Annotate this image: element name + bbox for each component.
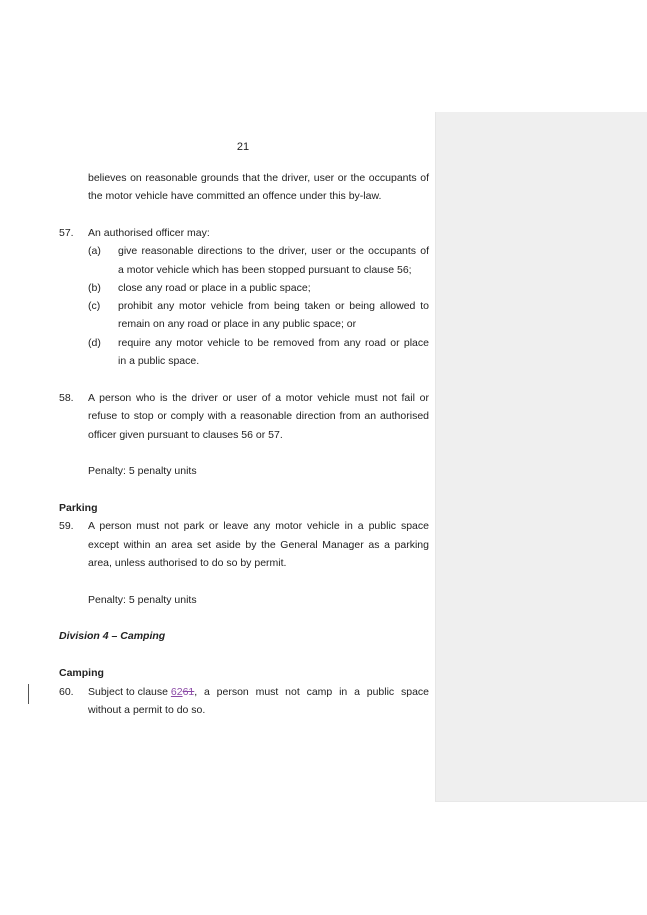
clause-57-d-line-2: in a public space. bbox=[118, 355, 200, 367]
clause-58-line-2: refuse to stop or comply with a reasonable direction from an authorised bbox=[88, 410, 429, 422]
clause-57-b-line-1: close any road or place in a public space; bbox=[118, 282, 311, 294]
parking-heading: Parking bbox=[59, 502, 98, 514]
clause-59-line-2: except within an area set aside by the General Manager as a parking bbox=[88, 539, 429, 551]
clause-57-number: 57. bbox=[59, 227, 74, 239]
page-number: 21 bbox=[236, 141, 250, 153]
clause-57-a-line-1: give reasonable directions to the driver, user or the occupants of bbox=[118, 245, 429, 257]
clause-57-d-label: (d) bbox=[88, 337, 101, 349]
clause-58-penalty: Penalty: 5 penalty units bbox=[88, 465, 197, 477]
clause-57-a-line-2: a motor vehicle which has been stopped pursuant to clause 56; bbox=[118, 264, 412, 276]
clause-59-number: 59. bbox=[59, 520, 74, 532]
change-bar bbox=[28, 684, 29, 704]
clause-59-line-1: A person must not park or leave any motor vehicle in a public space bbox=[88, 520, 429, 532]
clause-57-c-line-1: prohibit any motor vehicle from being taken or being allowed to bbox=[118, 300, 429, 312]
clause-57-c-label: (c) bbox=[88, 300, 101, 312]
clause-60-line-2: without a permit to do so. bbox=[88, 704, 206, 716]
clause-57-intro: An authorised officer may: bbox=[88, 227, 210, 239]
clause-60-text-after: , a person must not camp in a public space bbox=[194, 686, 429, 698]
clause-60-line-1 bbox=[88, 685, 429, 699]
clause-58-line-3: officer given pursuant to clauses 56 or 57. bbox=[88, 429, 283, 441]
camping-heading: Camping bbox=[59, 667, 104, 679]
tracked-change[interactable] bbox=[171, 685, 194, 699]
continuation-line-2: the motor vehicle have committed an offence under this by-law. bbox=[88, 190, 382, 202]
clause-58-line-1: A person who is the driver or user of a motor vehicle must not fail or bbox=[88, 392, 429, 404]
inserted-text[interactable]: 62 bbox=[170, 686, 183, 698]
clause-59-penalty: Penalty: 5 penalty units bbox=[88, 594, 197, 606]
clause-57-a-label: (a) bbox=[88, 245, 101, 257]
clause-59-line-3: area, unless authorised to do so by permit. bbox=[88, 557, 287, 569]
clause-57-d-line-1: require any motor vehicle to be removed from any road or place bbox=[118, 337, 429, 349]
clause-60-number: 60. bbox=[59, 686, 74, 698]
division-heading: Division 4 – Camping bbox=[59, 630, 166, 642]
clause-57-b-label: (b) bbox=[88, 282, 101, 294]
clause-57-c-line-2: remain on any road or place in any public space; or bbox=[118, 318, 357, 330]
continuation-line-1: believes on reasonable grounds that the driver, user or the occupants of bbox=[88, 172, 429, 184]
clause-58-number: 58. bbox=[59, 392, 74, 404]
clause-60-text-before: Subject to clause bbox=[88, 686, 171, 698]
comment-pane bbox=[435, 112, 647, 802]
deleted-text[interactable]: 61 bbox=[182, 686, 195, 698]
